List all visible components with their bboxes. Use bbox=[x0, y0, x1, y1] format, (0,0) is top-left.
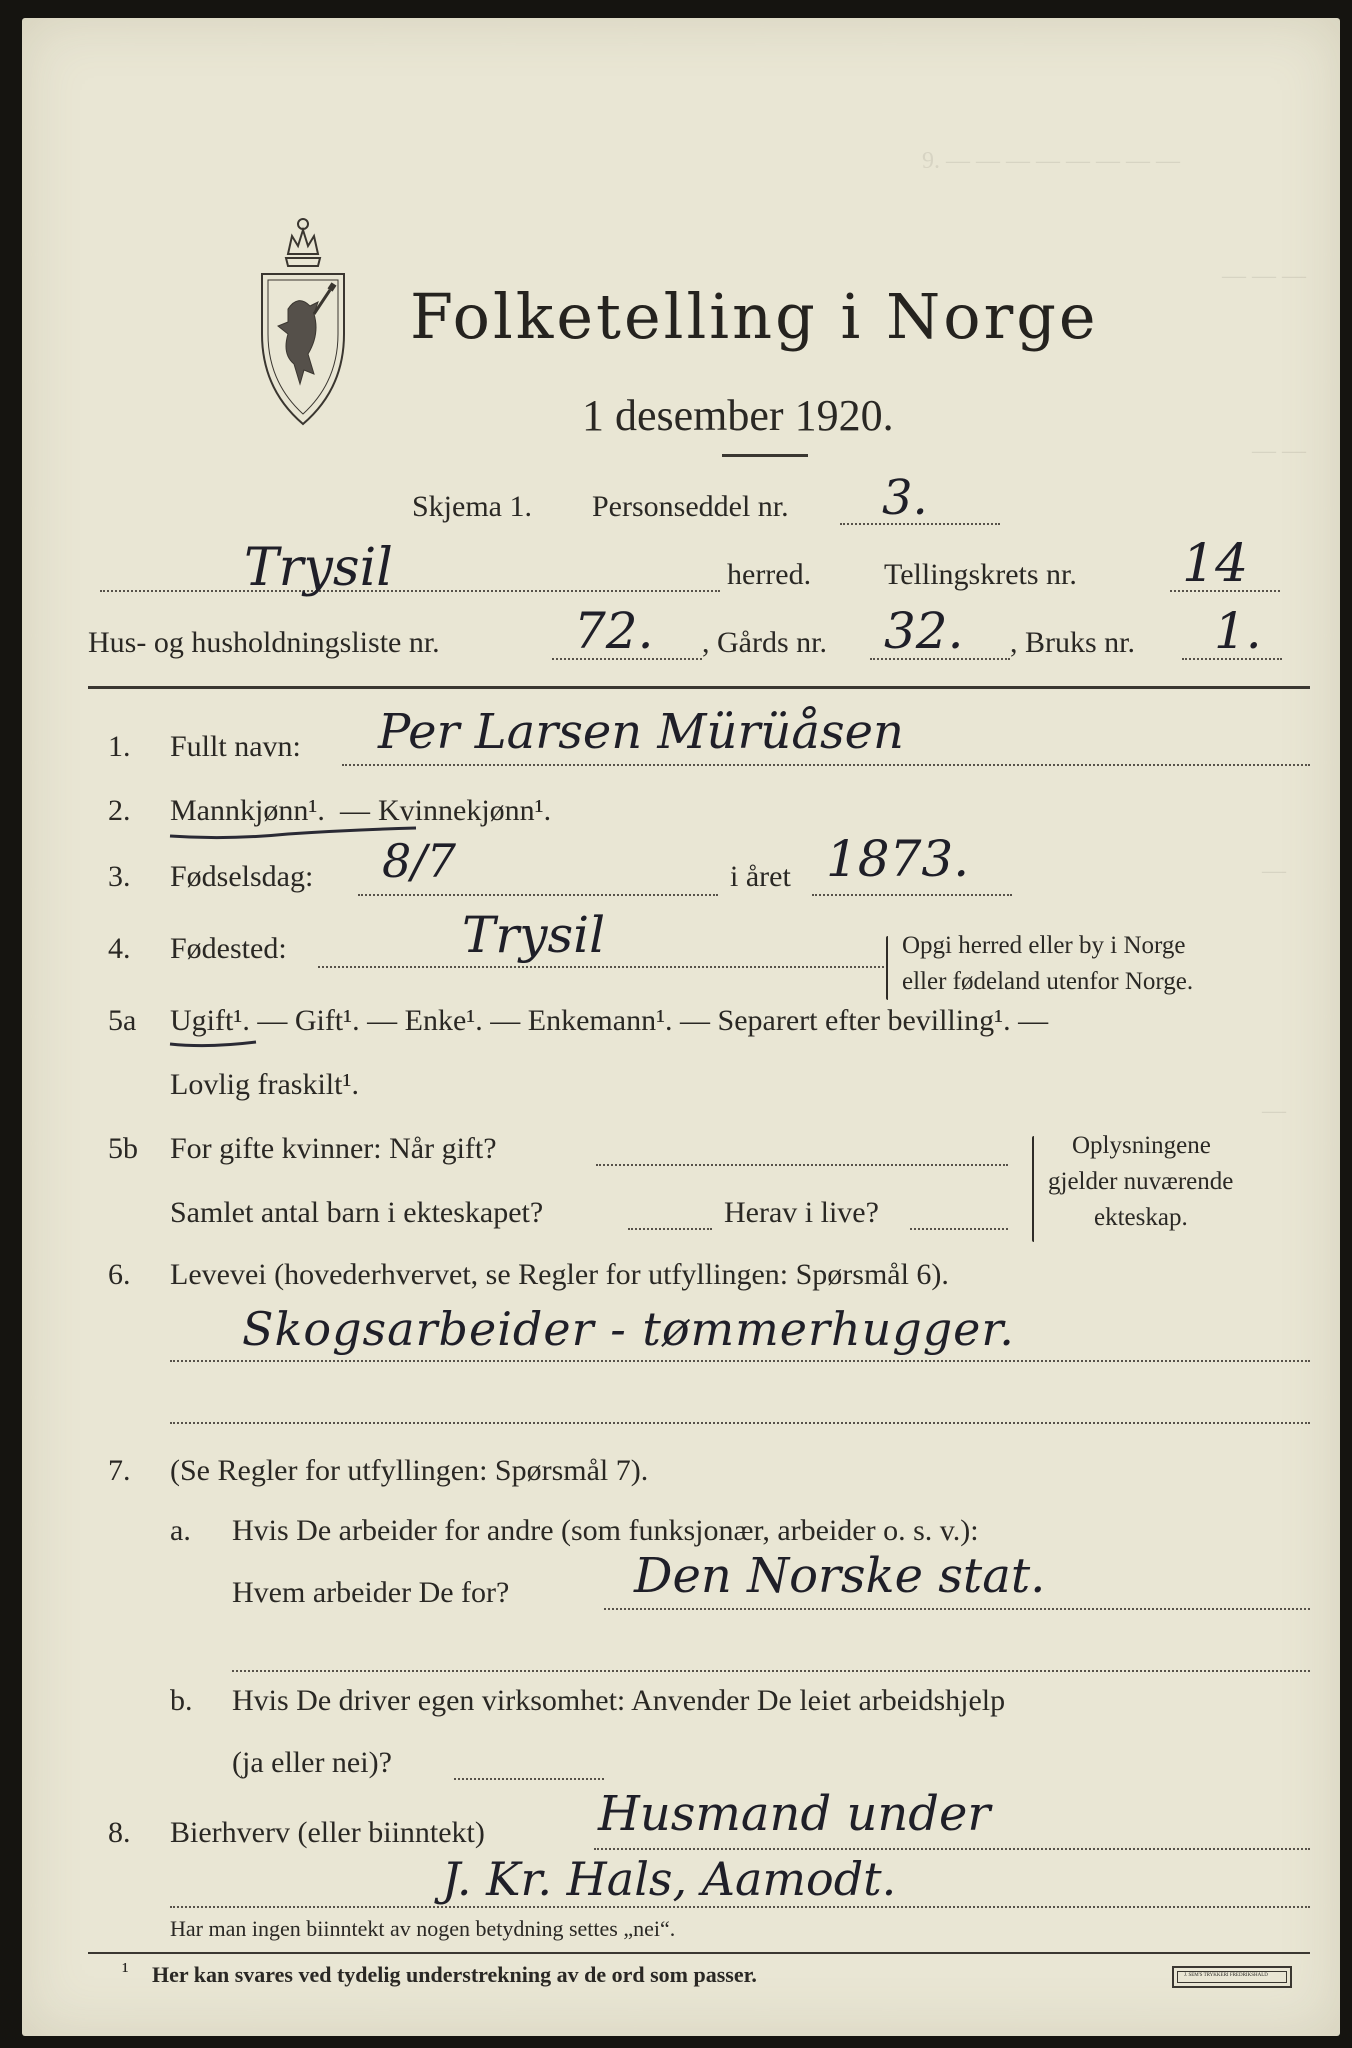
marriage-note-line3: ekteskap. bbox=[1094, 1204, 1188, 1231]
question-number: 1. bbox=[108, 730, 131, 763]
birthday-label: Fødselsdag: bbox=[170, 860, 314, 893]
question-number: 2. bbox=[108, 794, 131, 827]
header-divider bbox=[88, 686, 1310, 689]
footnote-divider bbox=[88, 1952, 1310, 1954]
ugift-underline-mark bbox=[168, 1034, 258, 1054]
married-when-label: For gifte kvinner: Når gift? bbox=[170, 1132, 497, 1165]
occupation-field-line-2 bbox=[170, 1422, 1310, 1424]
question-number: 6. bbox=[108, 1258, 131, 1291]
option-separator: — bbox=[340, 794, 370, 827]
employed-by-others-question: Hvis De arbeider for andre (som funksjonær, arbeider o. s. v.): bbox=[232, 1514, 979, 1547]
birthplace-value: Trysil bbox=[462, 906, 606, 964]
male-option: Mannkjønn¹. bbox=[170, 794, 325, 827]
gards-label: , Gårds nr. bbox=[702, 626, 827, 659]
employer-field-line bbox=[604, 1608, 1310, 1610]
printer-stamp bbox=[1172, 1966, 1292, 1988]
hired-help-label: (ja eller nei)? bbox=[232, 1746, 392, 1779]
bruks-label: , Bruks nr. bbox=[1010, 626, 1136, 659]
question-number: 5a bbox=[108, 1004, 137, 1037]
question-number: 8. bbox=[108, 1816, 131, 1849]
children-count-label: Samlet antal barn i ekteskapet? bbox=[170, 1196, 544, 1229]
employer-value: Den Norske stat. bbox=[634, 1548, 1046, 1604]
hus-value: 72. bbox=[574, 602, 654, 660]
birth-year-value: 1873. bbox=[826, 830, 970, 888]
personseddel-value: 3. bbox=[882, 470, 928, 526]
sub-question-letter: a. bbox=[170, 1514, 191, 1547]
coat-of-arms-emblem bbox=[248, 214, 358, 429]
hired-help-field-line bbox=[454, 1778, 604, 1780]
census-date: 1 desember 1920. bbox=[582, 391, 894, 440]
occupation-field-line bbox=[170, 1360, 1310, 1362]
full-name-field-line bbox=[342, 764, 1310, 766]
footnote-mark: ¹ bbox=[122, 1958, 129, 1983]
birthplace-label: Fødested: bbox=[170, 932, 287, 965]
side-income-field-line bbox=[594, 1848, 1310, 1850]
marriage-note-line1: Oplysningene bbox=[1072, 1132, 1211, 1159]
census-form-page bbox=[22, 18, 1340, 2036]
question-number: 4. bbox=[108, 932, 131, 965]
personseddel-label: Personseddel nr. bbox=[592, 490, 789, 523]
bleed-through-text: — bbox=[1262, 1098, 1286, 1124]
bruks-value: 1. bbox=[1214, 602, 1262, 660]
birthday-value: 8/7 bbox=[382, 834, 457, 888]
herred-field-line bbox=[100, 590, 720, 592]
married-when-field-line bbox=[596, 1164, 1008, 1166]
children-count-field-line bbox=[628, 1228, 712, 1230]
tellingskrets-value: 14 bbox=[1182, 534, 1249, 594]
question-number: 7. bbox=[108, 1454, 131, 1487]
birthplace-note-line1: Opgi herred eller by i Norge bbox=[902, 932, 1186, 959]
form-title: Folketelling i Norge bbox=[410, 280, 1099, 353]
employment-label: (Se Regler for utfyllingen: Spørsmål 7). bbox=[170, 1454, 649, 1487]
occupation-value: Skogsarbeider - tømmerhugger. bbox=[242, 1302, 1015, 1356]
male-underline-mark bbox=[168, 824, 418, 844]
birthplace-field-line bbox=[318, 966, 888, 968]
birth-year-label: i året bbox=[730, 860, 791, 893]
bleed-through-text: — — — bbox=[1222, 263, 1306, 289]
children-alive-field-line bbox=[910, 1228, 1008, 1230]
full-name-label: Fullt navn: bbox=[170, 730, 301, 763]
herred-label: herred. bbox=[727, 558, 812, 591]
marriage-note-line2: gjelder nuværende bbox=[1048, 1168, 1234, 1195]
side-income-label: Bierhverv (eller biinntekt) bbox=[170, 1816, 485, 1849]
title-divider bbox=[722, 454, 808, 457]
bleed-through-text: — — bbox=[1252, 438, 1306, 464]
hus-label: Hus- og husholdningsliste nr. bbox=[88, 626, 440, 659]
employer-field-line-2 bbox=[232, 1670, 1310, 1672]
note-brace bbox=[1032, 1136, 1034, 1242]
marital-status-options-cont: Lovlig fraskilt¹. bbox=[170, 1068, 359, 1101]
gards-value: 32. bbox=[884, 602, 964, 660]
side-income-value-line2: J. Kr. Hals, Aamodt. bbox=[442, 1852, 897, 1906]
employer-label: Hvem arbeider De for? bbox=[232, 1576, 510, 1609]
printer-stamp-text: J. SEM'S TRYKKERI FREDRIKSHALD bbox=[1184, 1973, 1268, 1978]
schema-label: Skjema 1. bbox=[412, 490, 532, 523]
side-income-value-line1: Husmand under bbox=[598, 1786, 991, 1842]
female-option: Kvinnekjønn¹. bbox=[378, 794, 552, 827]
occupation-label: Levevei (hovederhvervet, se Regler for utfyllingen: Spørsmål 6). bbox=[170, 1258, 949, 1291]
full-name-value: Per Larsen Mürüåsen bbox=[378, 704, 904, 760]
self-employed-question: Hvis De driver egen virksomhet: Anvender De leiet arbeidshjelp bbox=[232, 1684, 1006, 1717]
marital-status-options: Ugift¹. — Gift¹. — Enke¹. — Enkemann¹. — Separert efter bevilling¹. — bbox=[170, 1004, 1049, 1037]
birthday-field-line bbox=[358, 894, 718, 896]
herred-value: Trysil bbox=[244, 538, 393, 598]
bleed-through-text: 9. — — — — — — — — bbox=[922, 148, 1180, 174]
children-alive-label: Herav i live? bbox=[724, 1196, 879, 1229]
tellingskrets-label: Tellingskrets nr. bbox=[884, 558, 1077, 591]
side-income-field-line-2 bbox=[170, 1906, 1310, 1908]
birthplace-note-line2: eller fødeland utenfor Norge. bbox=[902, 968, 1194, 995]
footnote-text: Her kan svares ved tydelig understrekning av de ord som passer. bbox=[152, 1962, 757, 1987]
note-brace bbox=[886, 936, 888, 1000]
bleed-through-text: — bbox=[1262, 858, 1286, 884]
question-number: 3. bbox=[108, 860, 131, 893]
question-number: 5b bbox=[108, 1132, 138, 1165]
side-income-note: Har man ingen biinntekt av nogen betydning settes „nei“. bbox=[170, 1916, 676, 1941]
sub-question-letter: b. bbox=[170, 1684, 193, 1717]
birth-year-field-line bbox=[812, 894, 1012, 896]
